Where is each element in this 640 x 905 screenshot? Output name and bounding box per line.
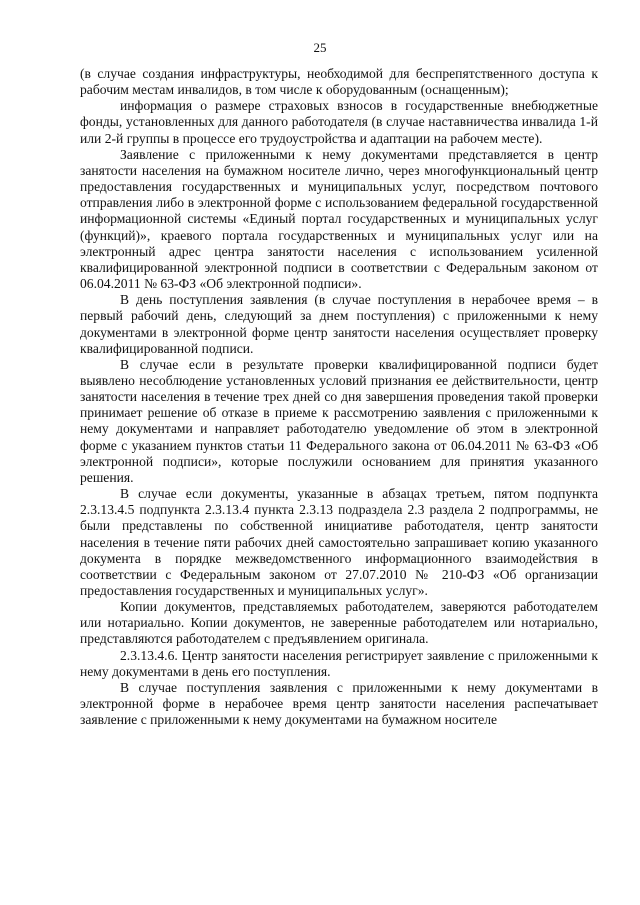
paragraph-application-submission: Заявление с приложенными к нему документами представляется в центр занятости населения на бумажном носителе лично, через многофункциональный центр предоставления государственных и муниципальных услуг, посредством почтового отправления либо в электронной форме с использованием федеральной государственной информационной системы «Единый портал государственных и муниципальных услуг (функций)», краевого портала государственных и муниципальных услуг или на электронный адрес центра занятости населения с использованием усиленной квалифицированной электронной подписи в соответствии с Федеральным законом от 06.04.2011 № 63-ФЗ «Об электронной подписи». — [80, 146, 598, 292]
paragraph-infrastructure: (в случае создания инфраструктуры, необходимой для беспрепятственного доступа к рабочим местам инвалидов, в том числе к оборудованным (оснащенным); — [80, 66, 598, 98]
page-number: 25 — [313, 40, 327, 55]
paragraph-insurance-info: информация о размере страховых взносов в государственные внебюджетные фонды, установленных для данного работодателя (в случае наставничества инвалида 1-й или 2-й группы в процессе его трудоустройства и адаптации на рабочем месте). — [80, 98, 598, 146]
paragraph-document-copies: Копии документов, представляемых работодателем, заверяются работодателем или нотариально. Копии документов, не заверенные работодателем или нотариально, представляются работодателем с предъявлением оригинала. — [80, 599, 598, 647]
paragraph-registration: 2.3.13.4.6. Центр занятости населения регистрирует заявление с приложенными к нему документами в день его поступления. — [80, 647, 598, 679]
paragraph-signature-check: В день поступления заявления (в случае поступления в нерабочее время – в первый рабочий день, следующий за днем поступления) с приложенными к нему документами в электронной форме центр занятости населения осуществляет проверку квалифицированной подписи. — [80, 292, 598, 356]
paragraph-signature-rejection: В случае если в результате проверки квалифицированной подписи будет выявлено несоблюдение установленных условий признания ее действительности, центр занятости населения в течение трех дней со дня завершения проведения такой проверки принимает решение об отказе в приеме к рассмотрению заявления с приложенными к нему документами и направляет работодателю уведомление об этом в электронной форме с указанием пунктов статьи 11 Федерального закона от 06.04.2011 № 63-ФЗ «Об электронной подписи», которые послужили основанием для принятия указанного решения. — [80, 356, 598, 485]
paragraph-interagency-request: В случае если документы, указанные в абзацах третьем, пятом подпункта 2.3.13.4.5 подпункта 2.3.13.4 пункта 2.3.13 подраздела 2.3 раздела 2 подпрограммы, не были представлены по собственной инициативе работодателя, центр занятости населения в течение пяти рабочих дней самостоятельно запрашивает копию указанного документа в порядке межведомственного информационного взаимодействия в соответствии с Федеральным законом от 27.07.2010 № 210-ФЗ «Об организации предоставления государственных и муниципальных услуг». — [80, 486, 598, 598]
paragraph-electronic-printing: В случае поступления заявления с приложенными к нему документами в электронной форме в нерабочее время центр занятости населения распечатывает заявление с приложенными к нему документами на бумажном носителе — [80, 679, 598, 728]
document-body — [80, 66, 598, 728]
